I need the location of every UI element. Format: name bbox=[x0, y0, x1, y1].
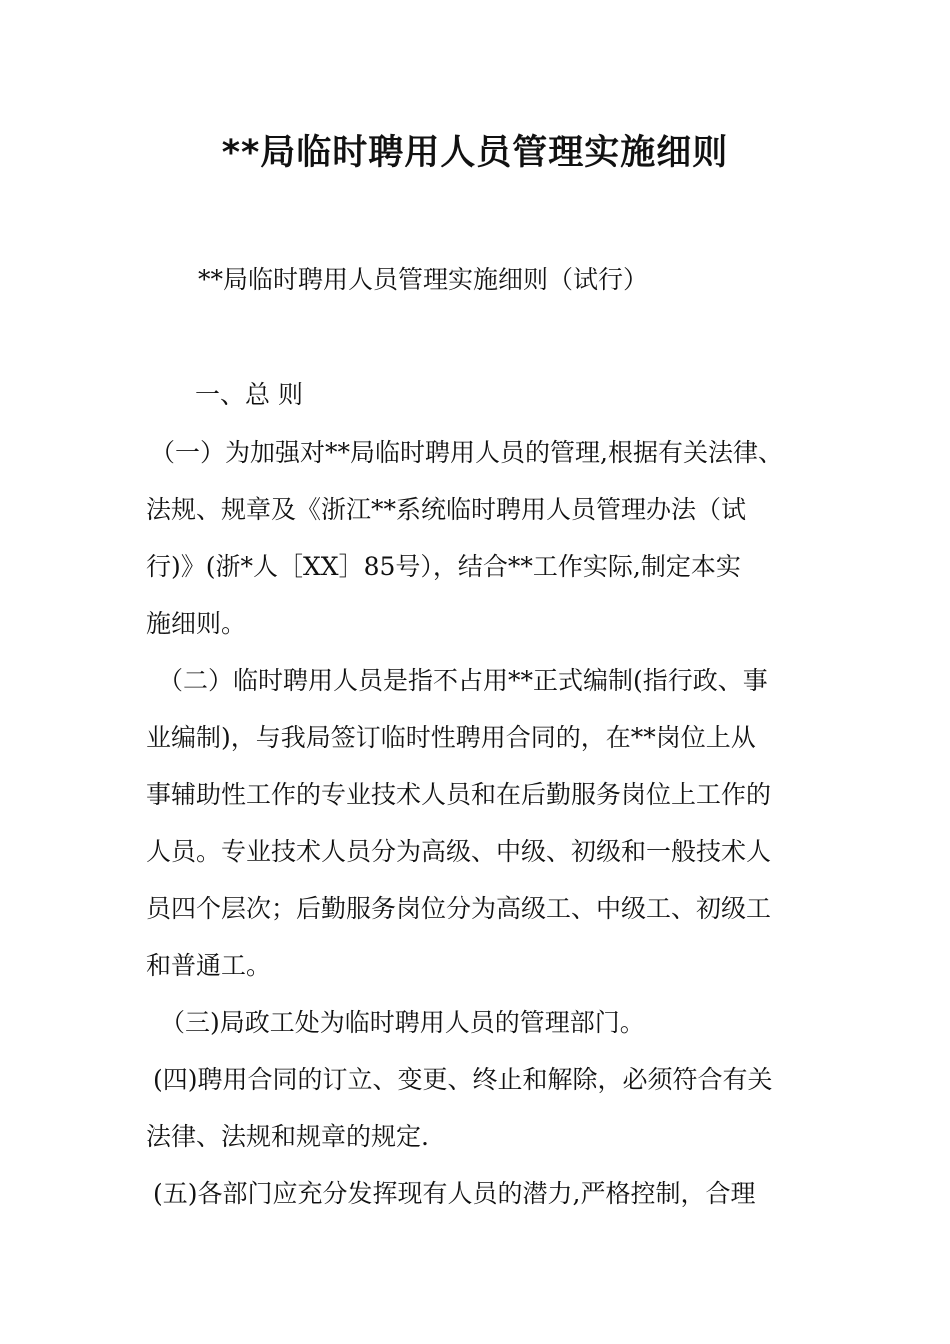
body-line: 事辅助性工作的专业技术人员和在后勤服务岗位上工作的 bbox=[146, 780, 772, 809]
document-subtitle: **局临时聘用人员管理实施细则（试行） bbox=[198, 265, 649, 294]
body-line: 施细则。 bbox=[146, 609, 247, 638]
body-line: 行)》(浙*人［XX］85号），结合**工作实际,制定本实 bbox=[146, 552, 741, 581]
body-line: 员四个层次；后勤服务岗位分为高级工、中级工、初级工 bbox=[146, 894, 772, 923]
section-heading: 一、总 则 bbox=[195, 380, 303, 409]
body-line: 法规、规章及《浙江**系统临时聘用人员管理办法（试 bbox=[146, 495, 747, 524]
body-line: (五)各部门应充分发挥现有人员的潜力,严格控制，合理 bbox=[153, 1179, 756, 1208]
body-line: 法律、法规和规章的规定. bbox=[146, 1122, 429, 1151]
body-line: 人员。专业技术人员分为高级、中级、初级和一般技术人 bbox=[146, 837, 772, 866]
body-line: （一）为加强对**局临时聘用人员的管理,根据有关法律、 bbox=[150, 438, 783, 467]
body-line: 业编制)，与我局签订临时性聘用合同的，在**岗位上从 bbox=[146, 723, 756, 752]
body-line: 和普通工。 bbox=[146, 951, 272, 980]
body-line: (四)聘用合同的订立、变更、终止和解除，必须符合有关 bbox=[153, 1065, 773, 1094]
body-line: （三)局政工处为临时聘用人员的管理部门。 bbox=[160, 1008, 645, 1037]
document-title: **局临时聘用人员管理实施细则 bbox=[221, 133, 729, 173]
body-line: （二）临时聘用人员是指不占用**正式编制(指行政、事 bbox=[158, 666, 768, 695]
